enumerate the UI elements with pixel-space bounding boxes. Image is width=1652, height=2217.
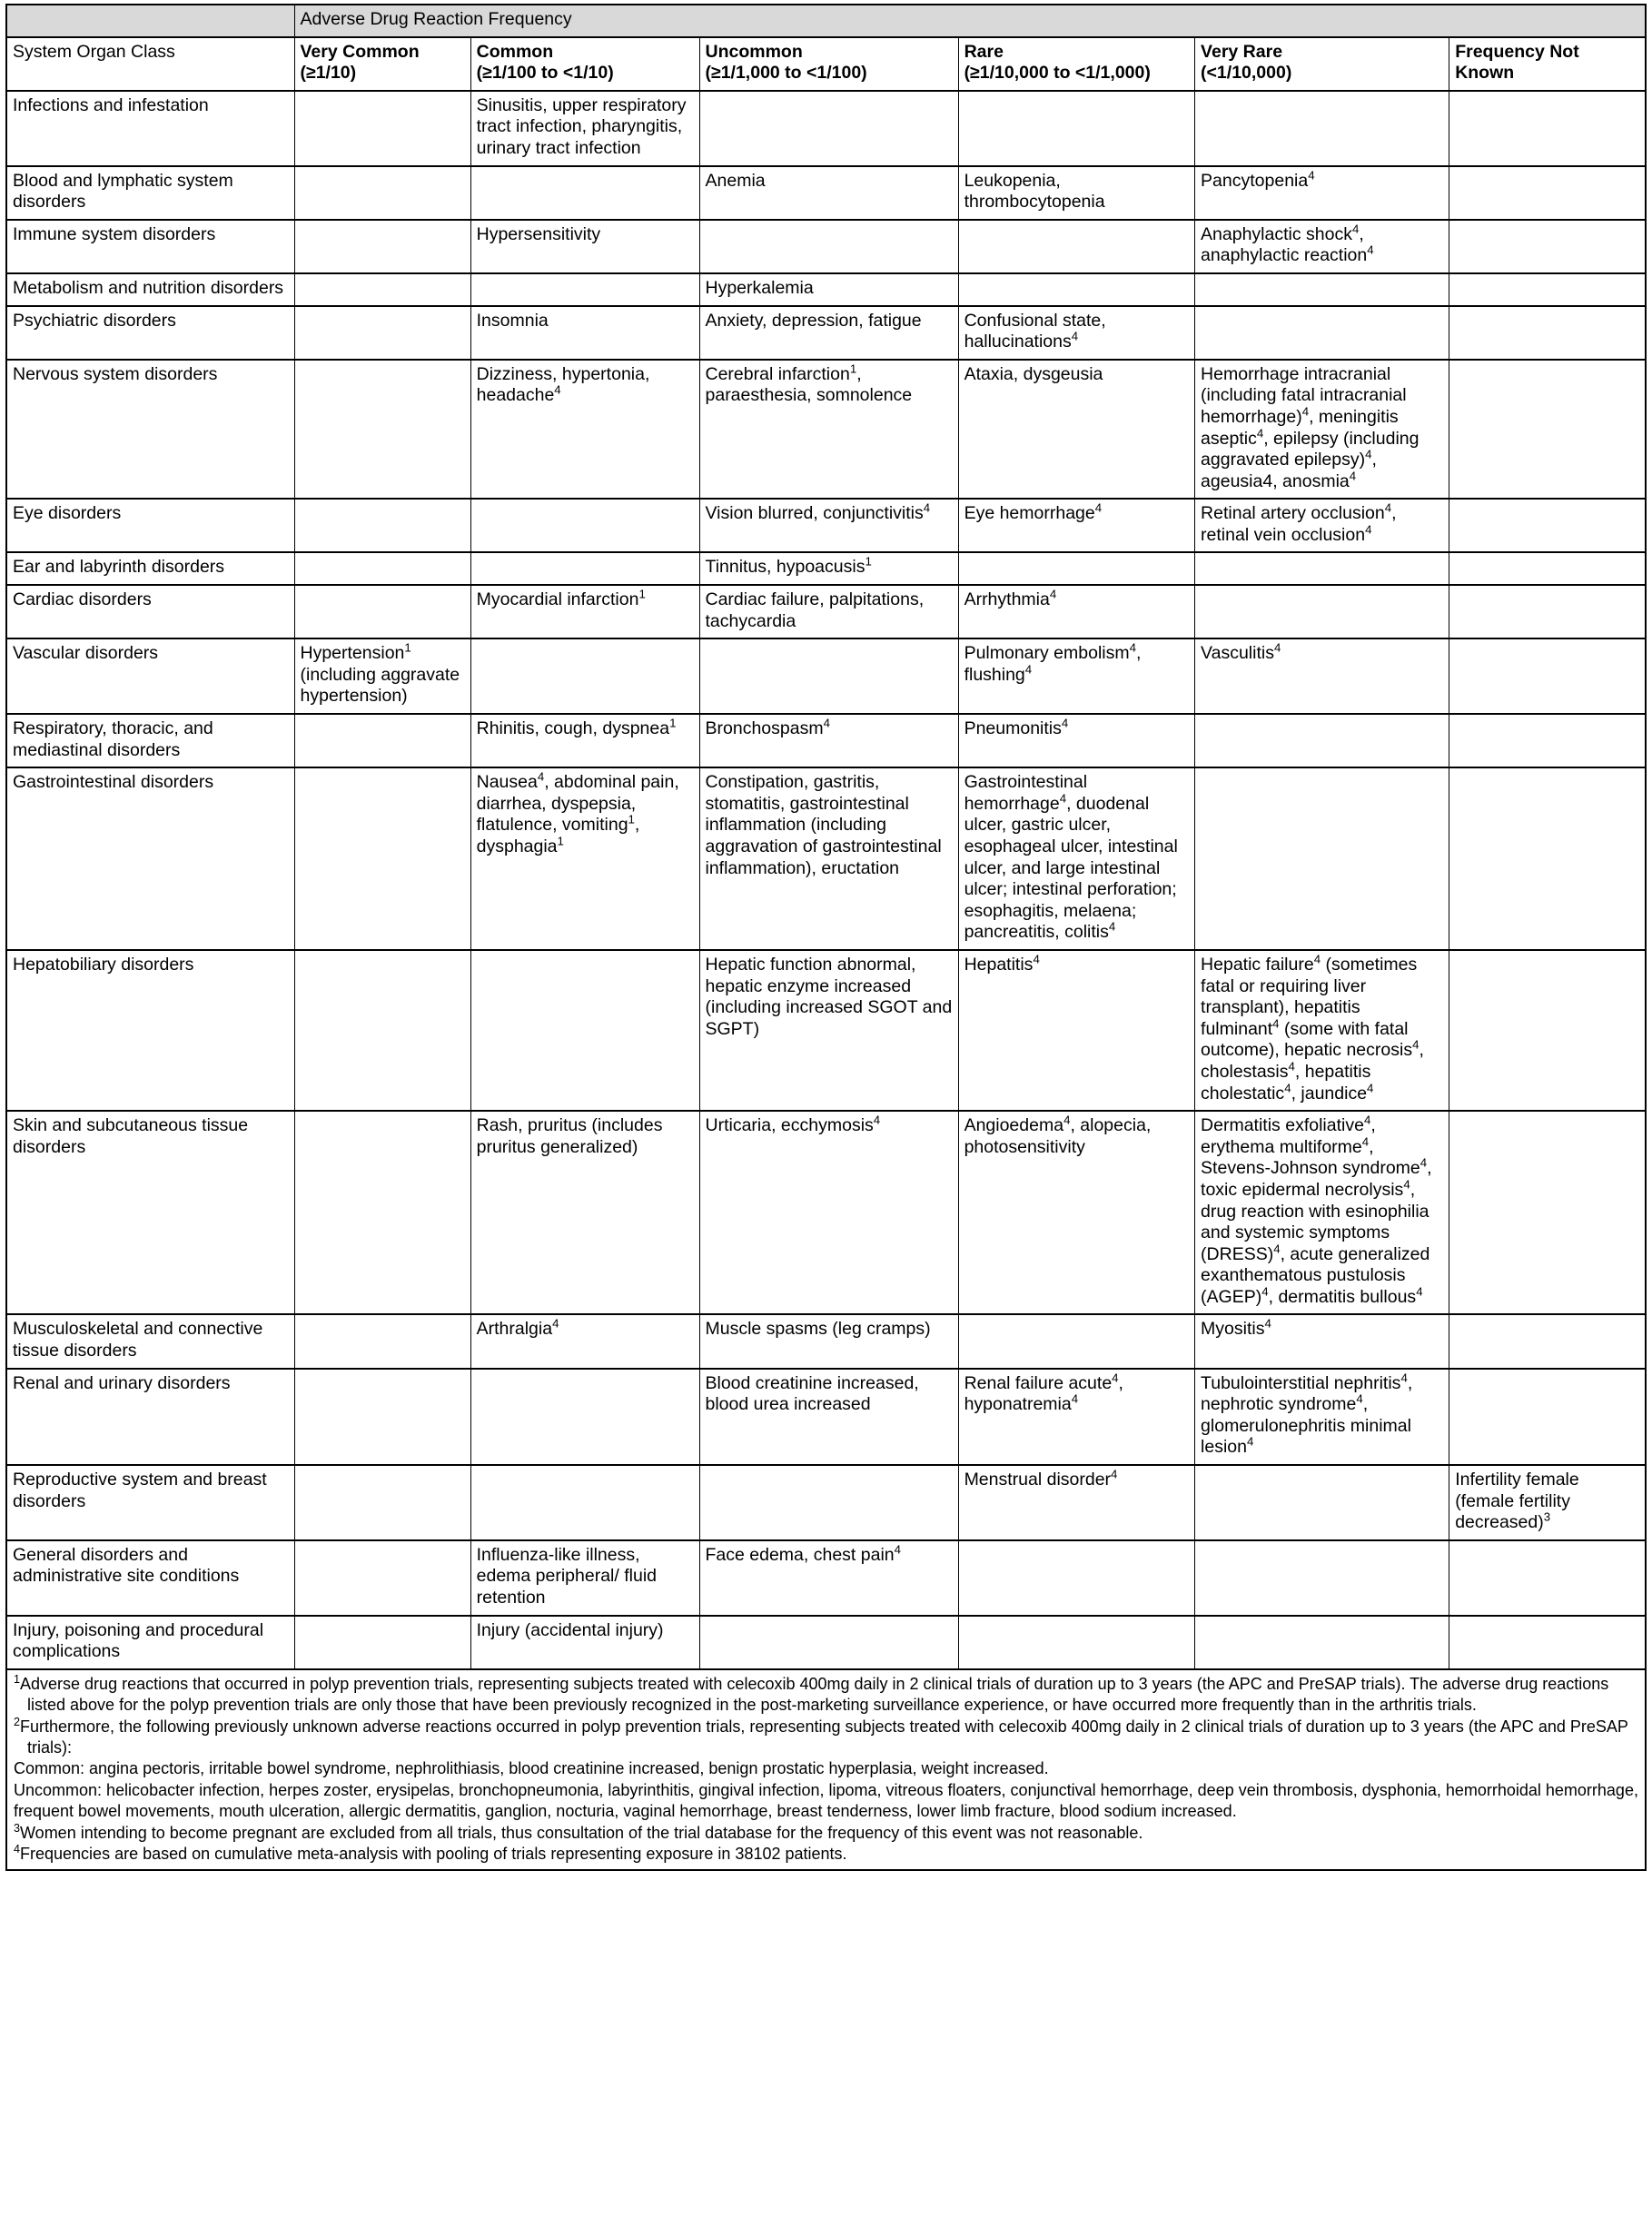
cell-system-organ-class: Eye disorders <box>6 499 294 552</box>
cell-system-organ-class: Infections and infestation <box>6 91 294 166</box>
header-corner-blank <box>6 5 294 37</box>
cell-frequency-not-known <box>1449 1540 1646 1616</box>
column-header-rare <box>958 37 1194 91</box>
cell-uncommon: Constipation, gastritis, stomatitis, gastrointestinal inflammation (including aggravation of gastrointestinal inflammation), eructation <box>699 767 958 950</box>
cell-common: Nausea$^4$, abdominal pain, diarrhea, dyspepsia, flatulence, vomiting$^1$, dysphagia$^1$ <box>470 767 699 950</box>
cell-frequency-not-known <box>1449 1111 1646 1314</box>
cell-very-rare: Myositis$^4$ <box>1195 1314 1449 1368</box>
cell-rare <box>958 1540 1194 1616</box>
cell-system-organ-class: Reproductive system and breast disorders <box>6 1465 294 1540</box>
cell-uncommon: Anxiety, depression, fatigue <box>699 306 958 360</box>
table-row <box>6 220 1646 273</box>
cell-very-rare <box>1195 91 1449 166</box>
cell-frequency-not-known <box>1449 273 1646 306</box>
footnote-2 <box>14 1717 1639 1759</box>
footnote-marker: 1 <box>14 1672 21 1686</box>
table-row <box>6 714 1646 767</box>
column-header-frequency-not-known <box>1449 37 1646 91</box>
cell-very-rare <box>1195 1540 1449 1616</box>
table-row <box>6 306 1646 360</box>
column-header-very-common <box>294 37 470 91</box>
cell-common <box>470 273 699 306</box>
cell-very-common <box>294 714 470 767</box>
cell-frequency-not-known <box>1449 220 1646 273</box>
cell-system-organ-class: Nervous system disorders <box>6 360 294 500</box>
cell-rare: Leukopenia, thrombocytopenia <box>958 166 1194 220</box>
cell-very-rare <box>1195 1465 1449 1540</box>
cell-uncommon <box>699 220 958 273</box>
table-row <box>6 499 1646 552</box>
cell-common: Rash, pruritus (includes pruritus generalized) <box>470 1111 699 1314</box>
cell-frequency-not-known <box>1449 585 1646 638</box>
cell-frequency-not-known <box>1449 950 1646 1111</box>
footnote-marker: 2 <box>14 1715 21 1728</box>
footnote-continuation <box>14 1758 1639 1779</box>
table-row <box>6 552 1646 585</box>
footnote-text: Common: angina pectoris, irritable bowel syndrome, nephrolithiasis, blood creatinine increased, benign prostatic hyperplasia, weight increased. <box>14 1759 1049 1778</box>
table-row <box>6 166 1646 220</box>
footnote-text: Furthermore, the following previously unknown adverse reactions occurred in polyp prevention trials, representing subjects treated with celecoxib 400mg daily in 2 clinical trials of duration up to 3 years (the APC and PreSAP trials): <box>20 1717 1628 1757</box>
cell-uncommon <box>699 1465 958 1540</box>
cell-rare: Angioedema$^4$, alopecia, photosensitivity <box>958 1111 1194 1314</box>
cell-uncommon: Tinnitus, hypoacusis$^1$ <box>699 552 958 585</box>
cell-very-rare <box>1195 714 1449 767</box>
column-header-uncommon-label: Uncommon <box>705 41 803 62</box>
cell-rare: Gastrointestinal hemorrhage$^4$, duodenal ulcer, gastric ulcer, esophageal ulcer, intestinal ulcer, and large intestinal ulcer; intestinal perforation; esophagitis, melaena; pancreatitis, colitis$^4$ <box>958 767 1194 950</box>
cell-very-common <box>294 1314 470 1368</box>
cell-rare: Pulmonary embolism$^4$, flushing$^4$ <box>958 638 1194 714</box>
footnote-1 <box>14 1674 1639 1717</box>
cell-system-organ-class: Psychiatric disorders <box>6 306 294 360</box>
cell-rare <box>958 273 1194 306</box>
cell-common <box>470 950 699 1111</box>
cell-uncommon: Hyperkalemia <box>699 273 958 306</box>
cell-common: Hypersensitivity <box>470 220 699 273</box>
cell-very-common <box>294 1111 470 1314</box>
table-row <box>6 1465 1646 1540</box>
cell-uncommon: Blood creatinine increased, blood urea increased <box>699 1369 958 1465</box>
cell-rare: Renal failure acute$^4$, hyponatremia$^4$ <box>958 1369 1194 1465</box>
cell-rare: Confusional state, hallucinations$^4$ <box>958 306 1194 360</box>
cell-common: Dizziness, hypertonia, headache$^4$ <box>470 360 699 500</box>
table-row <box>6 585 1646 638</box>
cell-frequency-not-known <box>1449 91 1646 166</box>
cell-system-organ-class: Respiratory, thoracic, and mediastinal disorders <box>6 714 294 767</box>
column-header-common-range: (≥1/100 to <1/10) <box>476 63 614 84</box>
column-header-very-rare-range: (<1/10,000) <box>1201 63 1292 84</box>
cell-system-organ-class: Ear and labyrinth disorders <box>6 552 294 585</box>
cell-common <box>470 638 699 714</box>
cell-very-common <box>294 273 470 306</box>
cell-rare: Hepatitis$^4$ <box>958 950 1194 1111</box>
cell-system-organ-class: Gastrointestinal disorders <box>6 767 294 950</box>
cell-system-organ-class: Cardiac disorders <box>6 585 294 638</box>
cell-system-organ-class: Renal and urinary disorders <box>6 1369 294 1465</box>
footnote-text: Women intending to become pregnant are excluded from all trials, thus consultation of the trial database for the frequency of this event was not reasonable. <box>20 1823 1143 1842</box>
cell-frequency-not-known: Infertility female (female fertility decreased)$^3$ <box>1449 1465 1646 1540</box>
table-header <box>6 5 1646 91</box>
adverse-drug-reaction-table <box>5 4 1647 1670</box>
cell-system-organ-class: Vascular disorders <box>6 638 294 714</box>
table-row <box>6 360 1646 500</box>
cell-very-common <box>294 166 470 220</box>
cell-very-rare: Dermatitis exfoliative$^4$, erythema multiforme$^4$, Stevens-Johnson syndrome$^4$, toxic epidermal necrolysis$^4$, drug reaction with esinophilia and systemic symptoms (DRESS)$^4$, acute generalized exanthematous pustulosis (AGEP)$^4$, dermatitis bullous$^4$ <box>1195 1111 1449 1314</box>
footnotes-block <box>5 1670 1647 1872</box>
cell-very-common <box>294 91 470 166</box>
column-header-very-common-label: Very Common <box>300 41 420 62</box>
table-row <box>6 1540 1646 1616</box>
cell-common: Sinusitis, upper respiratory tract infection, pharyngitis, urinary tract infection <box>470 91 699 166</box>
cell-common: Arthralgia$^4$ <box>470 1314 699 1368</box>
table-row <box>6 1616 1646 1669</box>
table-row <box>6 1314 1646 1368</box>
cell-common <box>470 1465 699 1540</box>
cell-frequency-not-known <box>1449 360 1646 500</box>
cell-uncommon <box>699 91 958 166</box>
cell-uncommon: Urticaria, ecchymosis$^4$ <box>699 1111 958 1314</box>
cell-system-organ-class: General disorders and administrative site conditions <box>6 1540 294 1616</box>
cell-rare: Ataxia, dysgeusia <box>958 360 1194 500</box>
cell-uncommon <box>699 638 958 714</box>
column-header-system-organ-class: System Organ Class <box>6 37 294 91</box>
cell-frequency-not-known <box>1449 552 1646 585</box>
cell-uncommon <box>699 1616 958 1669</box>
cell-uncommon: Anemia <box>699 166 958 220</box>
cell-very-rare <box>1195 273 1449 306</box>
cell-frequency-not-known <box>1449 306 1646 360</box>
column-header-very-common-range: (≥1/10) <box>300 63 357 84</box>
column-header-very-rare-label: Very Rare <box>1201 41 1283 62</box>
column-header-very-rare <box>1195 37 1449 91</box>
column-header-common-label: Common <box>476 41 554 62</box>
cell-very-rare: Hepatic failure$^4$ (sometimes fatal or requiring liver transplant), hepatitis fulminant$^4$ (some with fatal outcome), hepatic necrosis$^4$, cholestasis$^4$, hepatitis cholestatic$^4$, jaundice$^4$ <box>1195 950 1449 1111</box>
cell-very-rare <box>1195 1616 1449 1669</box>
cell-frequency-not-known <box>1449 714 1646 767</box>
cell-rare <box>958 220 1194 273</box>
cell-very-common <box>294 1616 470 1669</box>
cell-rare <box>958 1314 1194 1368</box>
cell-very-common <box>294 767 470 950</box>
column-header-rare-label: Rare <box>964 41 1004 62</box>
cell-frequency-not-known <box>1449 166 1646 220</box>
table-row <box>6 767 1646 950</box>
cell-very-common: Hypertension$^1$ (including aggravate hypertension) <box>294 638 470 714</box>
cell-common: Rhinitis, cough, dyspnea$^1$ <box>470 714 699 767</box>
cell-common <box>470 552 699 585</box>
cell-very-common <box>294 360 470 500</box>
cell-rare <box>958 91 1194 166</box>
footnote-3 <box>14 1823 1639 1844</box>
cell-very-rare <box>1195 552 1449 585</box>
footnote-4 <box>14 1844 1639 1865</box>
cell-common: Insomnia <box>470 306 699 360</box>
group-header-adr-frequency: Adverse Drug Reaction Frequency <box>294 5 1646 37</box>
cell-common <box>470 499 699 552</box>
cell-system-organ-class: Hepatobiliary disorders <box>6 950 294 1111</box>
cell-frequency-not-known <box>1449 1616 1646 1669</box>
cell-rare <box>958 552 1194 585</box>
cell-frequency-not-known <box>1449 499 1646 552</box>
cell-uncommon: Hepatic function abnormal, hepatic enzyme increased (including increased SGOT and SGPT) <box>699 950 958 1111</box>
column-header-frequency-not-known-range: Known <box>1455 63 1515 84</box>
cell-very-rare: Anaphylactic shock$^4$, anaphylactic reaction$^4$ <box>1195 220 1449 273</box>
cell-frequency-not-known <box>1449 767 1646 950</box>
cell-rare <box>958 1616 1194 1669</box>
table-row <box>6 1111 1646 1314</box>
column-header-frequency-not-known-label: Frequency Not <box>1455 41 1579 62</box>
cell-uncommon: Cerebral infarction$^1$, paraesthesia, somnolence <box>699 360 958 500</box>
cell-very-rare <box>1195 585 1449 638</box>
column-header-uncommon <box>699 37 958 91</box>
cell-uncommon: Cardiac failure, palpitations, tachycardia <box>699 585 958 638</box>
footnote-text: Frequencies are based on cumulative meta-analysis with pooling of trials representing exposure in 38102 patients. <box>20 1844 847 1863</box>
footnote-marker: 4 <box>14 1842 21 1856</box>
cell-very-common <box>294 499 470 552</box>
table-header-group-row <box>6 5 1646 37</box>
cell-very-rare <box>1195 767 1449 950</box>
cell-very-rare: Hemorrhage intracranial (including fatal intracranial hemorrhage)$^4$, meningitis aseptic$^4$, epilepsy (including aggravated epilepsy)$^4$, ageusia4, anosmia$^4$ <box>1195 360 1449 500</box>
cell-very-rare: Retinal artery occlusion$^4$, retinal vein occlusion$^4$ <box>1195 499 1449 552</box>
column-header-common <box>470 37 699 91</box>
cell-very-rare: Tubulointerstitial nephritis$^4$, nephrotic syndrome$^4$, glomerulonephritis minimal lesion$^4$ <box>1195 1369 1449 1465</box>
cell-uncommon: Face edema, chest pain$^4$ <box>699 1540 958 1616</box>
cell-common: Myocardial infarction$^1$ <box>470 585 699 638</box>
cell-system-organ-class: Blood and lymphatic system disorders <box>6 166 294 220</box>
cell-very-common <box>294 552 470 585</box>
table-header-columns-row <box>6 37 1646 91</box>
cell-frequency-not-known <box>1449 1369 1646 1465</box>
column-header-uncommon-range: (≥1/1,000 to <1/100) <box>705 63 867 84</box>
cell-very-common <box>294 220 470 273</box>
cell-rare: Pneumonitis$^4$ <box>958 714 1194 767</box>
cell-uncommon: Muscle spasms (leg cramps) <box>699 1314 958 1368</box>
footnote-text: Adverse drug reactions that occurred in polyp prevention trials, representing subjects treated with celecoxib 400mg daily in 2 clinical trials of duration up to 3 years (the APC and PreSAP trials). The adverse drug reactions listed above for the polyp prevention trials are only those that have been previously recognized in the post-marketing surveillance experience, or have occurred more frequently than in the arthritis trials. <box>20 1674 1609 1715</box>
cell-system-organ-class: Injury, poisoning and procedural complications <box>6 1616 294 1669</box>
footnote-marker: 3 <box>14 1821 21 1835</box>
table-body <box>6 91 1646 1669</box>
table-row <box>6 273 1646 306</box>
cell-very-common <box>294 585 470 638</box>
cell-system-organ-class: Musculoskeletal and connective tissue disorders <box>6 1314 294 1368</box>
cell-very-common <box>294 1465 470 1540</box>
cell-rare: Arrhythmia$^4$ <box>958 585 1194 638</box>
table-row <box>6 950 1646 1111</box>
cell-very-rare: Vasculitis$^4$ <box>1195 638 1449 714</box>
cell-system-organ-class: Metabolism and nutrition disorders <box>6 273 294 306</box>
cell-frequency-not-known <box>1449 1314 1646 1368</box>
cell-very-common <box>294 1540 470 1616</box>
cell-common: Influenza-like illness, edema peripheral/ fluid retention <box>470 1540 699 1616</box>
table-row <box>6 638 1646 714</box>
cell-very-rare <box>1195 306 1449 360</box>
cell-common <box>470 1369 699 1465</box>
cell-system-organ-class: Skin and subcutaneous tissue disorders <box>6 1111 294 1314</box>
column-header-rare-range: (≥1/10,000 to <1/1,000) <box>964 63 1151 84</box>
cell-frequency-not-known <box>1449 638 1646 714</box>
cell-rare: Menstrual disorder$^4$ <box>958 1465 1194 1540</box>
cell-uncommon: Vision blurred, conjunctivitis$^4$ <box>699 499 958 552</box>
cell-very-common <box>294 1369 470 1465</box>
footnote-continuation <box>14 1780 1639 1823</box>
footnote-text: Uncommon: helicobacter infection, herpes zoster, erysipelas, bronchopneumonia, labyrinthitis, gingival infection, lipoma, vitreous floaters, conjunctival hemorrhage, deep vein thrombosis, dysphonia, hemorrhoidal hemorrhage, frequent bowel movements, mouth ulceration, allergic dermatitis, ganglion, nocturia, vaginal hemorrhage, breast tenderness, lower limb fracture, blood sodium increased. <box>14 1780 1638 1821</box>
cell-very-common <box>294 306 470 360</box>
cell-common <box>470 166 699 220</box>
cell-uncommon: Bronchospasm$^4$ <box>699 714 958 767</box>
cell-very-rare: Pancytopenia$^4$ <box>1195 166 1449 220</box>
table-row <box>6 1369 1646 1465</box>
table-row <box>6 91 1646 166</box>
cell-system-organ-class: Immune system disorders <box>6 220 294 273</box>
cell-common: Injury (accidental injury) <box>470 1616 699 1669</box>
cell-very-common <box>294 950 470 1111</box>
cell-rare: Eye hemorrhage$^4$ <box>958 499 1194 552</box>
